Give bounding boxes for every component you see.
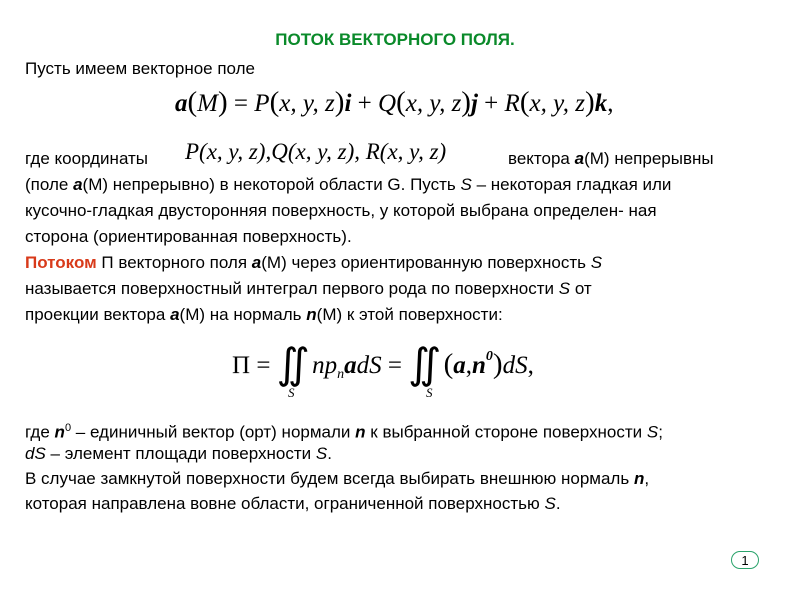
- definition-line1: Потоком П векторного поля a(M) через ориентированную поверхность S: [25, 253, 603, 272]
- coords-lead: где координаты: [25, 149, 149, 168]
- para2-line1: где $n^0$ – единичный вектор (орт) нормали n к выбранной стороне поверхности S;: [25, 422, 663, 442]
- integral-subscript: S: [426, 385, 433, 400]
- para2-line4: которая направлена вовне области, ограниченной поверхностью S.: [25, 494, 561, 513]
- page-number-badge[interactable]: 1: [731, 551, 759, 569]
- vector-field-formula: a(M) = P(x, y, z)i + Q(x, y, z)j + R(x, y, z)k,: [175, 86, 614, 118]
- page-title: ПОТОК ВЕКТОРНОГО ПОЛЯ.: [275, 30, 515, 49]
- para2-line2: dS – элемент площади поверхности S.: [25, 444, 332, 463]
- definition-line2: называется поверхностный интеграл первого рода по поверхности S от: [25, 279, 592, 298]
- coords-tail: вектора a(M) непрерывны: [508, 149, 714, 168]
- definition-line3: проекции вектора a(M) на нормаль n(M) к этой поверхности:: [25, 305, 503, 324]
- para2-line3: В случае замкнутой поверхности будем всегда выбирать внешнюю нормаль n,: [25, 469, 650, 488]
- double-integral-icon: ∬: [276, 342, 300, 388]
- definition-highlight: Потоком: [25, 253, 97, 272]
- flux-formula: Π = ∬ $np_nadS$ = ∬ $(a,n^0)dS$,: [232, 342, 534, 388]
- para1-line1: (поле a(M) непрерывно) в некоторой области G. Пусть S – некоторая гладкая или: [25, 175, 672, 194]
- integral-subscript: S: [288, 385, 295, 400]
- coords-formula: P(x, y, z),Q(x, y, z), R(x, y, z): [185, 139, 447, 164]
- para1-line3: сторона (ориентированная поверхность).: [25, 227, 352, 246]
- double-integral-icon: ∬: [408, 342, 432, 388]
- intro-text: Пусть имеем векторное поле: [25, 59, 256, 78]
- para1-line2: кусочно-гладкая двусторонняя поверхность, у которой выбрана определен- ная: [25, 201, 657, 220]
